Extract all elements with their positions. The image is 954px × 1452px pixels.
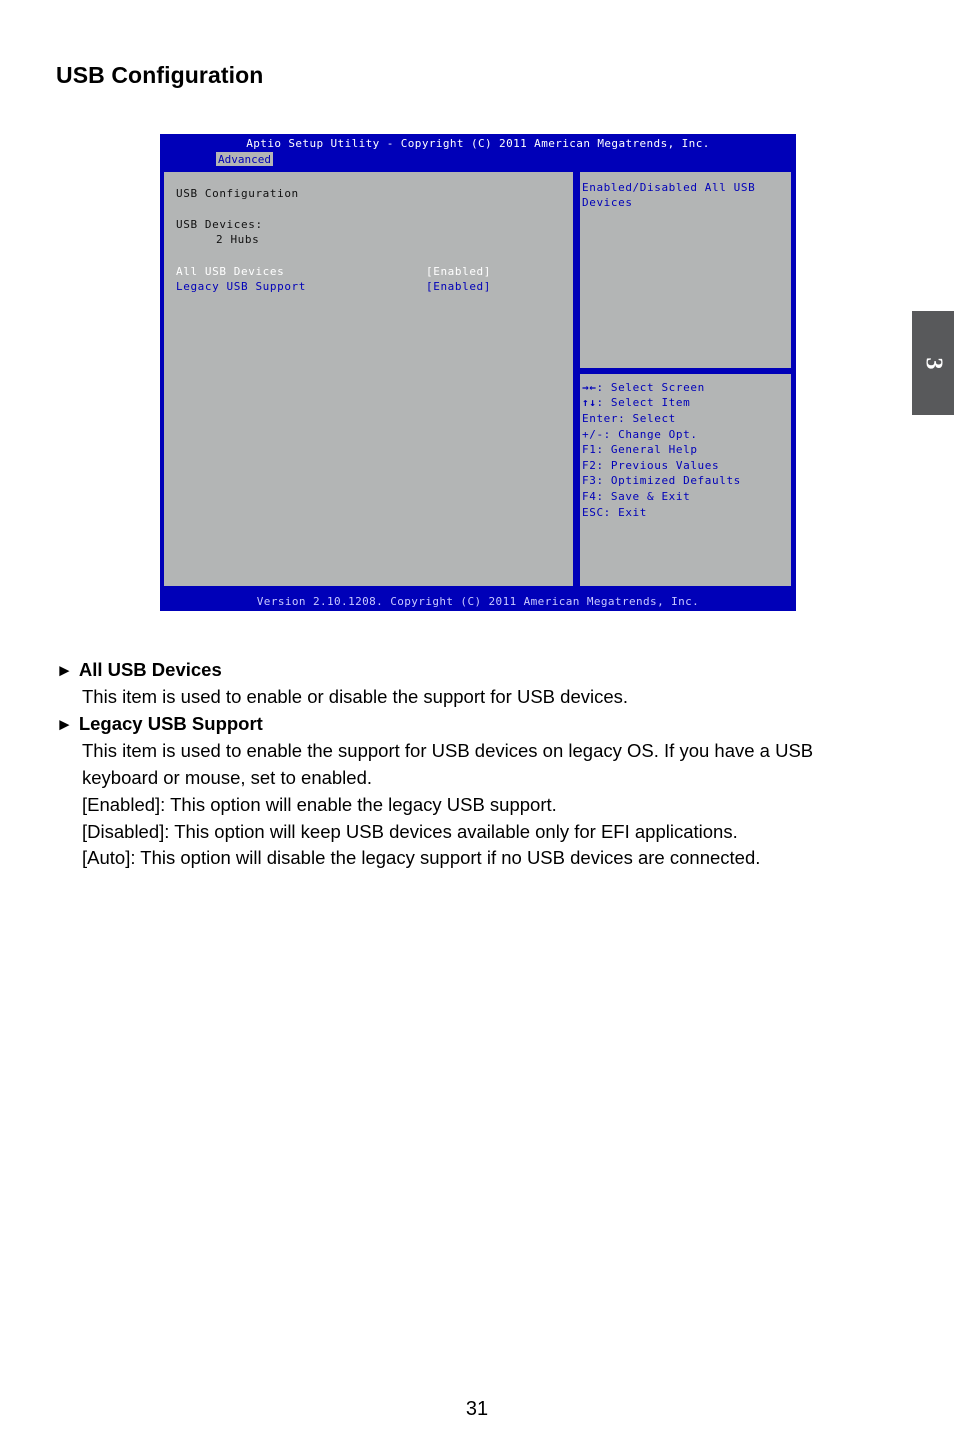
- key-legend-item: Enter: Select: [582, 412, 676, 425]
- tab-advanced[interactable]: Advanced: [218, 153, 271, 166]
- help-text-line: Devices: [582, 196, 633, 209]
- chapter-number: 3: [920, 357, 947, 369]
- key-legend-item: →←: Select Screen: [582, 381, 705, 394]
- key-legend-item: F3: Optimized Defaults: [582, 474, 741, 487]
- item-description: This item is used to enable or disable the support for USB devices.: [82, 686, 629, 707]
- usb-devices-label: USB Devices:: [176, 218, 263, 231]
- key-legend-item: +/-: Change Opt.: [582, 428, 698, 441]
- key-legend-item: F4: Save & Exit: [582, 490, 691, 503]
- all-usb-devices-label[interactable]: All USB Devices: [176, 265, 285, 278]
- bios-header-title: Aptio Setup Utility - Copyright (C) 2011 American Megatrends, Inc.: [246, 137, 710, 150]
- item-heading-legacy-usb: ► Legacy USB Support: [56, 713, 263, 734]
- key-legend-item: F1: General Help: [582, 443, 698, 456]
- usb-devices-value: 2 Hubs: [216, 233, 260, 246]
- option-enabled-description: [Enabled]: This option will enable the legacy USB support.: [82, 794, 557, 815]
- bios-settings-pane: [162, 170, 575, 588]
- chapter-tab: [912, 311, 954, 415]
- key-legend-item: ESC: Exit: [582, 506, 648, 519]
- bios-help-pane: [578, 170, 793, 370]
- up-down-arrows-icon: ↑↓: [582, 396, 597, 409]
- help-text-line: Enabled/Disabled All USB: [582, 181, 756, 194]
- key-legend-item: ↑↓: Select Item: [582, 396, 691, 409]
- page-number: 31: [465, 1398, 489, 1420]
- bios-header: [160, 134, 796, 167]
- item-description: This item is used to enable the support for USB devices on legacy OS. If you have a USB: [82, 740, 814, 761]
- option-disabled-description: [Disabled]: This option will keep USB devices available only for EFI applications.: [82, 821, 738, 842]
- triangle-right-icon: ►: [56, 715, 73, 734]
- all-usb-devices-value[interactable]: [Enabled]: [426, 265, 492, 278]
- legacy-usb-support-label[interactable]: Legacy USB Support: [176, 280, 307, 293]
- page-title: USB Configuration: [56, 62, 264, 88]
- triangle-right-icon: ►: [56, 661, 73, 680]
- bios-screenshot: [160, 134, 796, 611]
- left-right-arrows-icon: →←: [582, 381, 597, 394]
- key-legend-item: F2: Previous Values: [582, 459, 720, 472]
- bios-section-title: USB Configuration: [176, 187, 299, 200]
- item-description: keyboard or mouse, set to enabled.: [82, 767, 373, 788]
- bios-footer: Version 2.10.1208. Copyright (C) 2011 American Megatrends, Inc.: [160, 593, 796, 611]
- item-heading-all-usb: ► All USB Devices: [56, 659, 222, 680]
- bios-body: [160, 167, 796, 593]
- legacy-usb-support-value[interactable]: [Enabled]: [426, 280, 492, 293]
- bios-key-legend: [578, 372, 793, 588]
- option-auto-description: [Auto]: This option will disable the legacy support if no USB devices are connected.: [82, 847, 761, 868]
